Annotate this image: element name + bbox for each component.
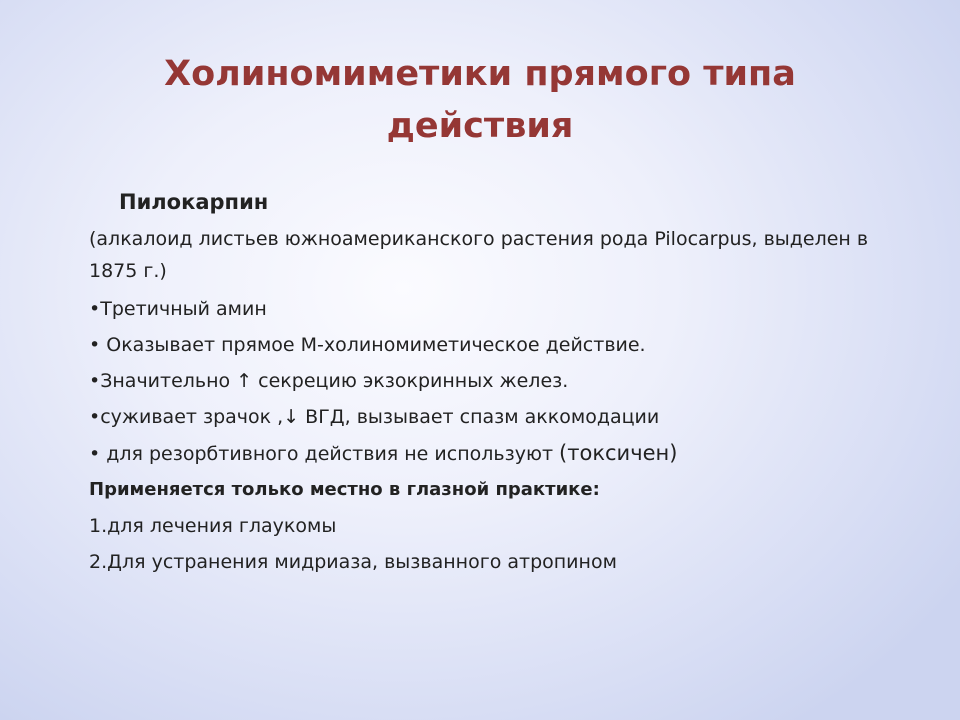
- drug-description: (алкалоид листьев южноамериканского растения рода Pilocarpus, выделен в 1875 г.): [89, 228, 869, 282]
- bullet-resorptive-text: • для резорбтивного действия не используют: [89, 443, 560, 465]
- title-line-1: Холиномиметики прямого типа: [164, 54, 796, 94]
- use-item-1: 1.для лечения глаукомы: [89, 515, 337, 537]
- usage-heading: Применяется только местно в глазной практике:: [89, 479, 600, 500]
- title-line-2: действия: [386, 106, 574, 146]
- bullet-toxic-note: (токсичен): [559, 441, 678, 465]
- slide-title: [80, 48, 880, 152]
- bullet-direct-action: • Оказывает прямое М-холиномиметическое действие.: [89, 334, 646, 356]
- bullet-pupil: •суживает зрачок ,↓ ВГД, вызывает спазм аккомодации: [89, 406, 660, 428]
- bullet-resorptive: [89, 435, 889, 472]
- bullet-secretion: •Значительно ↑ секрецию экзокринных желез.: [89, 370, 569, 392]
- bullet-tertiary-amine: •Третичный амин: [89, 298, 267, 320]
- slide-body: [89, 183, 889, 580]
- use-item-2: 2.Для устранения мидриаза, вызванного атропином: [89, 551, 617, 573]
- drug-heading: Пилокарпин: [119, 190, 269, 214]
